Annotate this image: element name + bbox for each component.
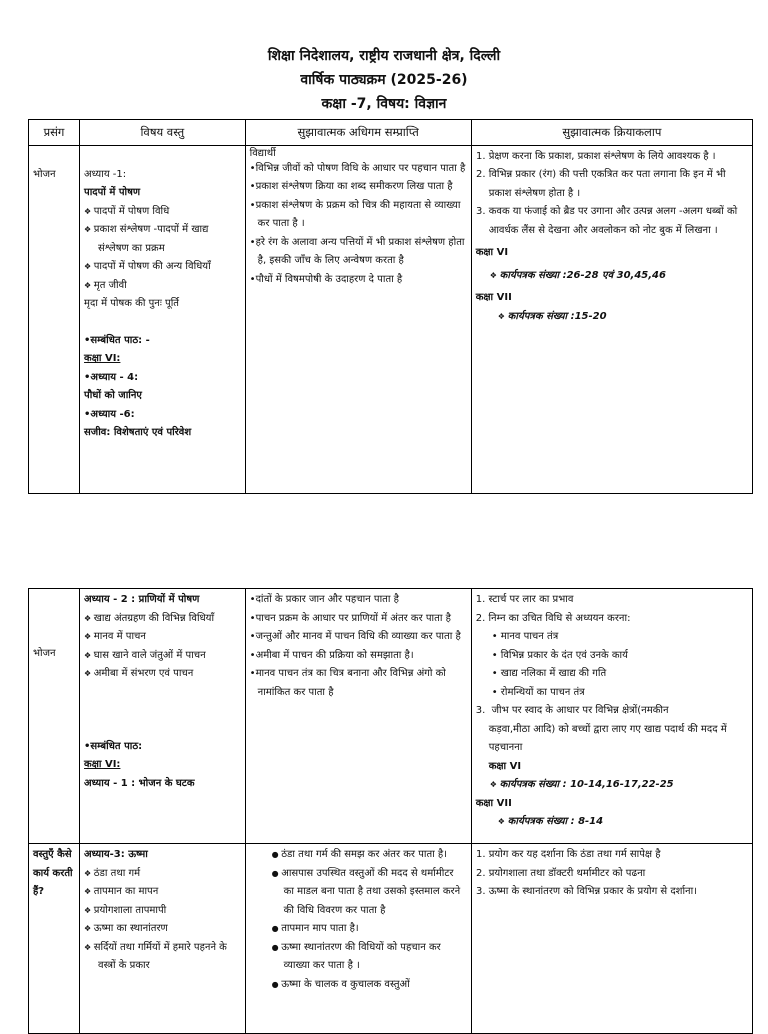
header-context: प्रसंग xyxy=(29,120,80,146)
activities-cell xyxy=(471,589,752,844)
list-item: ❖ पादपों में पोषण विधि xyxy=(84,203,241,222)
context-cell: भोजन xyxy=(29,589,80,844)
list-item: ● ऊष्मा के चालक व कुचालक वस्तुओं xyxy=(250,976,467,995)
list-item: • खाद्य नलिका में खाद्य की गति xyxy=(476,665,748,684)
outcome-list xyxy=(250,846,467,994)
list-item: 3. कवक या फंजाई को ब्रैड पर उगाना और उत्पन्न अलग -अलग धब्बों को आवर्धक लैंस से देखना और अवलोकन को नोट बुक में लिखना । xyxy=(489,203,748,240)
outcomes-cell xyxy=(245,844,471,1034)
worksheet-numbers: ❖ कार्यपत्रक संख्या : 8-14 xyxy=(476,813,748,832)
outcomes-cell xyxy=(245,589,471,844)
chapter-title: अध्याय-3: ऊष्मा xyxy=(84,849,148,860)
list-item: 1. प्रेक्षण करना कि प्रकाश, प्रकाश संश्लेषण के लिये आवश्यक है । xyxy=(489,148,748,167)
outcome-list xyxy=(250,591,467,702)
list-item: ❖ ऊष्मा का स्थानांतरण xyxy=(84,920,241,939)
list-item: ● ऊष्मा स्थानांतरण की विधियों को पहचान कर व्याख्या कर पाता है । xyxy=(250,939,467,976)
list-item: ❖ प्रयोगशाला तापमापी xyxy=(84,902,241,921)
chapter-title: अध्याय - 2 : प्राणियों में पोषण xyxy=(84,594,200,605)
list-item: ❖ अमीबा में संभरण एवं पाचन xyxy=(84,665,241,684)
related-chapter: अध्याय - 1 : भोजन के घटक xyxy=(84,777,195,789)
activities-cell xyxy=(471,844,752,1034)
table-header-row xyxy=(29,120,753,146)
list-item: 2. प्रयोगशाला तथा डॉक्टरी थर्मामीटर को पढना xyxy=(489,865,748,884)
content-cell xyxy=(80,589,246,844)
syllabus-table-2 xyxy=(28,588,753,1034)
list-item: 2. निम्न का उचित विधि से अध्ययन करना: xyxy=(475,612,631,624)
outcomes-cell xyxy=(245,145,471,493)
chapter-label: अध्याय -1: xyxy=(84,168,127,180)
class-label: कक्षा VI: xyxy=(84,759,121,770)
list-item: • पाचन प्रक्रम के आधार पर प्राणियों में अंतर कर पाता है xyxy=(250,610,467,629)
worksheet-numbers: ❖ कार्यपत्रक संख्या :15-20 xyxy=(476,308,748,327)
outcomes-intro: विद्यार्थी xyxy=(249,147,276,159)
list-item: • मानव पाचन तंत्र xyxy=(476,628,748,647)
header-line-1: शिक्षा निदेशालय, राष्ट्रीय राजधानी क्षेत्र, दिल्ली xyxy=(267,48,501,64)
extra-topic: मृदा में पोषक की पुनः पूर्ति xyxy=(84,298,180,309)
list-item: • दांतों के प्रकार जान और पहचान पाता है xyxy=(250,591,467,610)
list-item: • विभिन्न जीवों को पोषण विधि के आधार पर पहचान पाता है xyxy=(250,160,467,179)
outcome-list xyxy=(250,160,467,290)
table-row xyxy=(29,145,753,493)
table-row xyxy=(29,844,753,1034)
list-item: 1. स्टार्च पर लार का प्रभाव xyxy=(475,594,574,605)
activity-list xyxy=(476,846,748,902)
list-item: • रोमन्थियों का पाचन तंत्र xyxy=(476,684,748,703)
list-item: • अमीबा में पाचन की प्रक्रिया को समझाता है। xyxy=(250,647,467,666)
list-item: ❖ खाद्य अंतग्रहण की विभिन्न विधियाँ xyxy=(84,610,241,629)
list-item: ❖ ठंडा तथा गर्म xyxy=(84,865,241,884)
list-item: • प्रकाश संश्लेषण के प्रक्रम को चित्र की महायता से व्याख्या कर पाता है । xyxy=(250,197,467,234)
class-label: कक्षा VII xyxy=(475,292,512,303)
list-item: • हरे रंग के अलावा अन्य पत्तियों में भी प्रकाश संश्लेषण होता है, इसकी जाँच के लिए अन्वेषण करता है xyxy=(250,234,467,271)
list-item: • जन्तुओं और मानव में पाचन विधि की व्याख्या कर पाता है xyxy=(250,628,467,647)
list-item: 3. जीभ पर स्वाद के आधार पर विभिन्न क्षेत्रों(नमकीन xyxy=(475,705,669,716)
syllabus-table-1 xyxy=(28,119,753,494)
list-item: • प्रकाश संश्लेषण क्रिया का शब्द समीकरण लिख पाता है xyxy=(250,178,467,197)
topic-list xyxy=(84,865,241,976)
related-chapter-title: सजीव: विशेषताएं एवं परिवेश xyxy=(84,427,192,438)
header-outcomes: सुझावात्मक अधिगम सम्प्राप्ति xyxy=(245,120,471,146)
list-item: ❖ पादपों में पोषण की अन्य विधियाँ xyxy=(84,258,241,277)
list-item: 1. प्रयोग कर यह दर्शाना कि ठंडा तथा गर्म सापेक्ष है xyxy=(489,846,748,865)
class-label: कक्षा VI xyxy=(475,247,509,258)
list-item: ● ठंडा तथा गर्म की समझ कर अंतर कर पाता है। xyxy=(250,846,467,865)
header-content: विषय वस्तु xyxy=(80,120,246,146)
content-cell xyxy=(80,844,246,1034)
header-activities: सुझावात्मक क्रियाकलाप xyxy=(471,120,752,146)
header-line-2: वार्षिक पाठ्यक्रम (2025-26) xyxy=(300,72,468,88)
worksheet-numbers: ❖ कार्यपत्रक संख्या :26-28 एवं 30,45,46 xyxy=(476,267,748,286)
activities-cell xyxy=(471,145,752,493)
list-item: • मानव पाचन तंत्र का चित्र बनाना और विभिन्न अंगो को नामांकित कर पाता है xyxy=(250,665,467,702)
related-chapter-title: पौधों को जानिए xyxy=(84,390,142,401)
list-item: 3. ऊष्मा के स्थानांतरण को विभिन्न प्रकार के प्रयोग से दर्शाना। xyxy=(489,883,748,902)
list-item: ❖ तापमान का मापन xyxy=(84,883,241,902)
topic-list xyxy=(84,610,241,684)
related-lessons-label: •सम्बंधित पाठ: - xyxy=(84,334,150,346)
topic-list xyxy=(84,203,241,296)
list-item: ❖ प्रकाश संश्लेषण -पादपों में खाद्य संश्लेषण का प्रक्रम xyxy=(84,221,241,258)
list-item: ❖ मानव में पाचन xyxy=(84,628,241,647)
context-cell: भोजन xyxy=(29,145,80,493)
list-item: ● तापमान माप पाता है। xyxy=(250,920,467,939)
related-chapter: •अध्याय - 4: xyxy=(84,371,139,383)
class-label: कक्षा VII xyxy=(475,797,512,809)
document-header xyxy=(0,44,768,116)
related-lessons-label: •सम्बंधित पाठ: xyxy=(84,740,143,752)
class-label: कक्षा VI: xyxy=(84,353,121,364)
related-chapter: •अध्याय -6: xyxy=(84,408,135,420)
list-item: ❖ सर्दियों तथा गर्मियों में हमारे पहनने के वस्त्रों के प्रकार xyxy=(84,939,241,976)
header-line-3: कक्षा -7, विषय: विज्ञान xyxy=(321,96,447,112)
context-cell: वस्तुएँ कैसे कार्य करती हैं? xyxy=(29,844,80,1034)
content-cell xyxy=(80,145,246,493)
list-item: 2. विभिन्न प्रकार (रंग) की पत्ती एकत्रित कर पता लगाना कि इन में भी प्रकाश संश्लेषण होता है । xyxy=(489,166,748,203)
class-label: कक्षा VI xyxy=(488,760,522,772)
chapter-title: पादपों में पोषण xyxy=(84,187,141,198)
list-item: • विभिन्न प्रकार के दंत एवं उनके कार्य xyxy=(476,647,748,666)
worksheet-numbers: ❖ कार्यपत्रक संख्या : 10-14,16-17,22-25 xyxy=(476,776,748,795)
list-item-continued: कड़वा,मीठा आदि) को बच्चों द्वारा लाए गए खाद्य पदार्थ की मदद में पहचानना xyxy=(488,723,727,753)
list-item: ❖ मृत जीवी xyxy=(84,277,241,296)
activity-list xyxy=(476,148,748,241)
list-item: ❖ घास खाने वाले जंतुओं में पाचन xyxy=(84,647,241,666)
table-row xyxy=(29,589,753,844)
list-item: ● आसपास उपस्थित वस्तुओं की मदद से थर्मामीटर का माडल बना पाता है तथा उसको इस्तमाल करने की विधि विवरण कर पाता है xyxy=(250,865,467,921)
sub-activity-list xyxy=(476,628,748,702)
list-item: • पौधों में विषमपोषी के उदाहरण दे पाता है xyxy=(250,271,467,290)
